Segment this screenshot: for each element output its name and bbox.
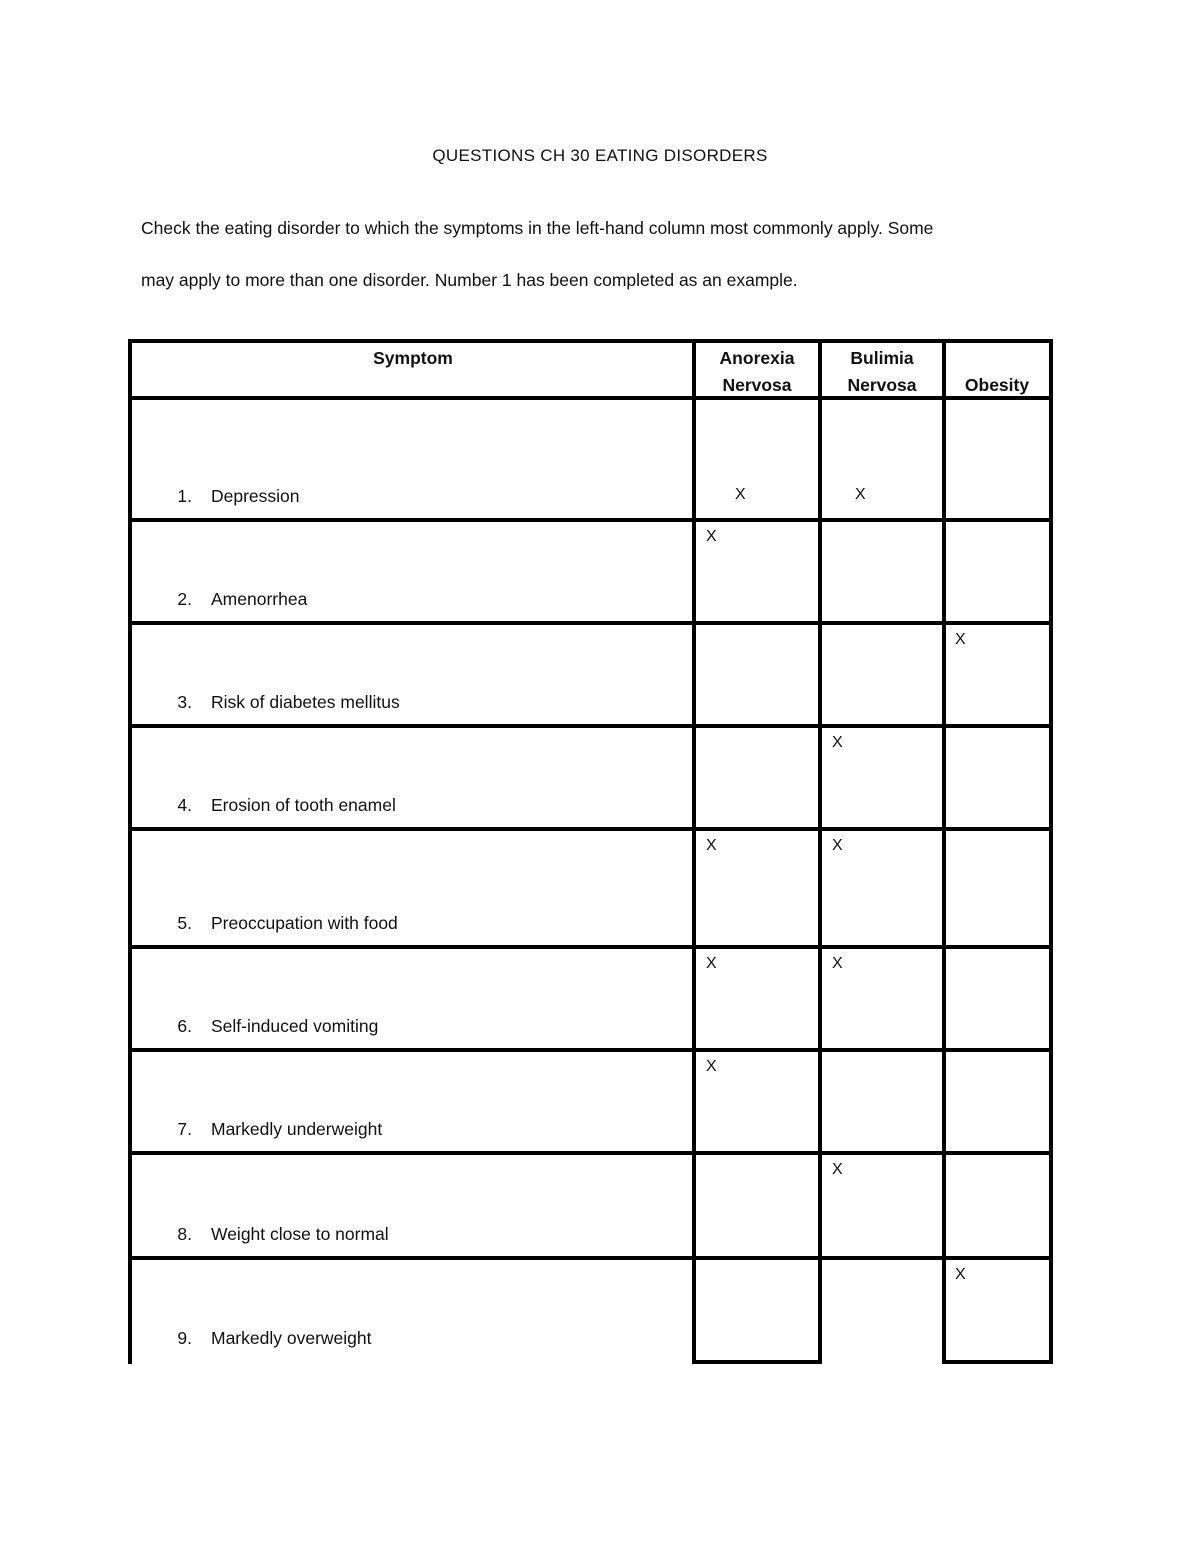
symptom-label: Depression — [211, 486, 300, 506]
symptom-label: Markedly underweight — [211, 1119, 383, 1139]
header-obesity: Obesity — [964, 375, 1030, 395]
table-left-border — [128, 339, 132, 1364]
bulimia-check-mark: X — [855, 486, 866, 503]
header-bulimia-line2: Nervosa — [847, 375, 917, 395]
symptom-number: 5. — [177, 913, 192, 933]
bulimia-check-mark: X — [832, 734, 843, 751]
symptom-number: 3. — [177, 692, 192, 712]
header-bulimia-nervosa — [822, 345, 942, 399]
bulimia-check-mark: X — [832, 837, 843, 854]
row-divider — [128, 827, 1053, 831]
column-divider-symptom — [692, 339, 696, 1364]
symptom-number: 8. — [177, 1224, 192, 1244]
row-divider — [128, 518, 1053, 522]
symptom-label: Weight close to normal — [211, 1224, 389, 1244]
row-divider — [128, 1151, 1053, 1155]
symptom-label: Markedly overweight — [211, 1328, 372, 1348]
symptom-label: Erosion of tooth enamel — [211, 795, 396, 815]
obesity-check-mark: X — [955, 1266, 966, 1283]
header-anorexia-nervosa — [696, 345, 818, 399]
table-right-border — [1049, 339, 1053, 1364]
symptom-number: 7. — [177, 1119, 192, 1139]
bulimia-check-mark: X — [832, 1161, 843, 1178]
row-divider — [128, 945, 1053, 949]
instructions-line-1: Check the eating disorder to which the symptoms in the left-hand column most commonly apply. Some — [141, 218, 934, 238]
row-divider — [128, 621, 1053, 625]
anorexia-check-mark: X — [735, 486, 746, 503]
bottom-border-obesity — [942, 1360, 1053, 1364]
page-title: QUESTIONS CH 30 EATING DISORDERS — [432, 146, 768, 165]
symptom-label: Risk of diabetes mellitus — [211, 692, 400, 712]
symptom-number: 1. — [177, 486, 192, 506]
symptom-label: Amenorrhea — [211, 589, 308, 609]
table-top-border — [128, 339, 1053, 343]
anorexia-check-mark: X — [706, 528, 717, 545]
bottom-border-anorexia — [692, 1360, 822, 1364]
symptom-number: 9. — [177, 1328, 192, 1348]
anorexia-check-mark: X — [706, 955, 717, 972]
header-anorexia-line2: Nervosa — [722, 375, 792, 395]
header-symptom: Symptom — [373, 348, 453, 368]
anorexia-check-mark: X — [706, 837, 717, 854]
header-anorexia-line1: Anorexia — [719, 348, 795, 368]
obesity-check-mark: X — [955, 631, 966, 648]
row-divider — [128, 1256, 1053, 1260]
anorexia-check-mark: X — [706, 1058, 717, 1075]
symptom-number: 2. — [177, 589, 192, 609]
header-bulimia-line1: Bulimia — [850, 348, 914, 368]
column-divider-bulimia — [942, 339, 946, 1364]
row-divider — [128, 396, 1053, 400]
row-divider — [128, 1048, 1053, 1052]
bulimia-check-mark: X — [832, 955, 843, 972]
symptom-label: Preoccupation with food — [211, 913, 398, 933]
symptom-label: Self-induced vomiting — [211, 1016, 379, 1036]
symptom-number: 6. — [177, 1016, 192, 1036]
column-divider-anorexia — [818, 339, 822, 1364]
instructions-line-2: may apply to more than one disorder. Number 1 has been completed as an example. — [141, 270, 798, 290]
symptom-number: 4. — [177, 795, 192, 815]
row-divider — [128, 724, 1053, 728]
